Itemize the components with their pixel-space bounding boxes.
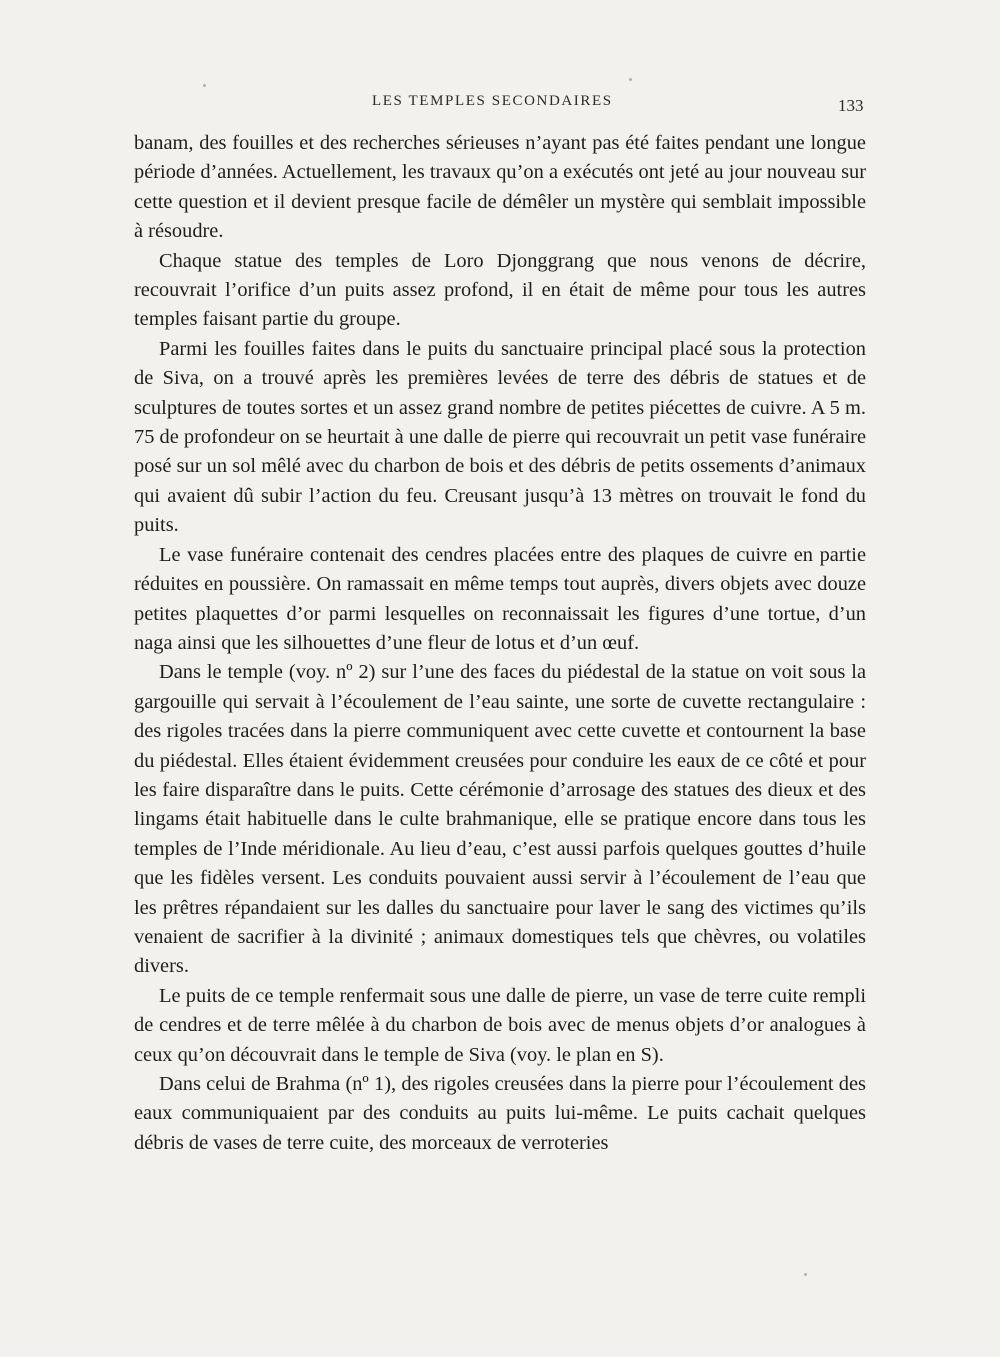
- paragraph-continued: banam, des fouilles et des recherches sérieuses n’ayant pas été faites pendant une longue période d’années. Actuellement, les travaux qu’on a exécutés ont jeté au jour nouveau sur cette question et il devient presque facile de démêler un mystère qui semblait impossible à résoudre.: [134, 132, 866, 243]
- paper-speck: [804, 1273, 807, 1276]
- paper-speck: [629, 78, 632, 81]
- page-header: [0, 93, 1000, 123]
- paragraph-statues-wells: Chaque statue des temples de Loro Djonggrang que nous venons de décrire, recouvrait l’orifice d’un puits assez profond, il en était de même pour tous les autres temples faisant partie du groupe.: [134, 249, 866, 331]
- running-title: LES TEMPLES SECONDAIRES: [372, 93, 613, 109]
- paragraph-well-contents: Le puits de ce temple renfermait sous une dalle de pierre, un vase de terre cuite rempli de cendres et de terre mêlée à du charbon de bois avec de menus objets d’or analogues à ceux qu’on découvrait dans le temple de Siva (voy. le plan en S).: [134, 984, 866, 1066]
- body-text: [134, 129, 866, 1158]
- page-number: 133: [838, 96, 864, 115]
- paragraph-brahma-temple: Dans celui de Brahma (nº 1), des rigoles creusées dans la pierre pour l’écoulement des eaux communiquaient par des conduits au puits lui-même. Le puits cachait quelques débris de vases de terre cuite, des morceaux de verroteries: [134, 1073, 866, 1154]
- paragraph-siva-excavation: Parmi les fouilles faites dans le puits du sanctuaire principal placé sous la protection de Siva, on a trouvé après les premières levées de terre des débris de statues et de sculptures de toutes sortes et un assez grand nombre de petites piécettes de cuivre. A 5 m. 75 de profondeur on se heurtait à une dalle de pierre qui recouvrait un petit vase funéraire posé sur un sol mêlé avec du charbon de bois et des débris de petits ossements d’animaux qui avaient dû subir l’action du feu. Creusant jusqu’à 13 mètres on trouvait le fond du puits.: [134, 337, 866, 537]
- paper-speck: [203, 84, 206, 87]
- paragraph-temple-two: Dans le temple (voy. nº 2) sur l’une des faces du piédestal de la statue on voit sous la gargouille qui servait à l’écoulement de l’eau sainte, une sorte de cuvette rectangulaire : des rigoles tracées dans la pierre communiquent avec cette cuvette et contournent la base du piédestal. Elles étaient évidemment creusées pour conduire les eaux de ce côté et pour les faire disparaître dans le puits. Cette cérémonie d’arrosage des statues des dieux et des lingams était habituelle dans le culte brahmanique, elle se pratique encore dans tous les temples de l’Inde méridionale. Au lieu d’eau, c’est aussi parfois quelques gouttes d’huile que les fidèles versent. Les conduits pouvaient aussi servir à l’écoulement de l’eau que les prêtres répandaient sur les dalles du sanctuaire pour laver le sang des victimes qu’ils venaient de sacrifier à la divinité ; animaux domestiques tels que chèvres, ou volatiles divers.: [134, 661, 866, 978]
- paragraph-funerary-vase: Le vase funéraire contenait des cendres placées entre des plaques de cuivre en partie réduites en poussière. On ramassait en même temps tout auprès, divers objets avec douze petites plaquettes d’or parmi lesquelles on reconnaissait les figures d’une tortue, d’un naga ainsi que les silhouettes d’une fleur de lotus et d’un œuf.: [134, 543, 866, 654]
